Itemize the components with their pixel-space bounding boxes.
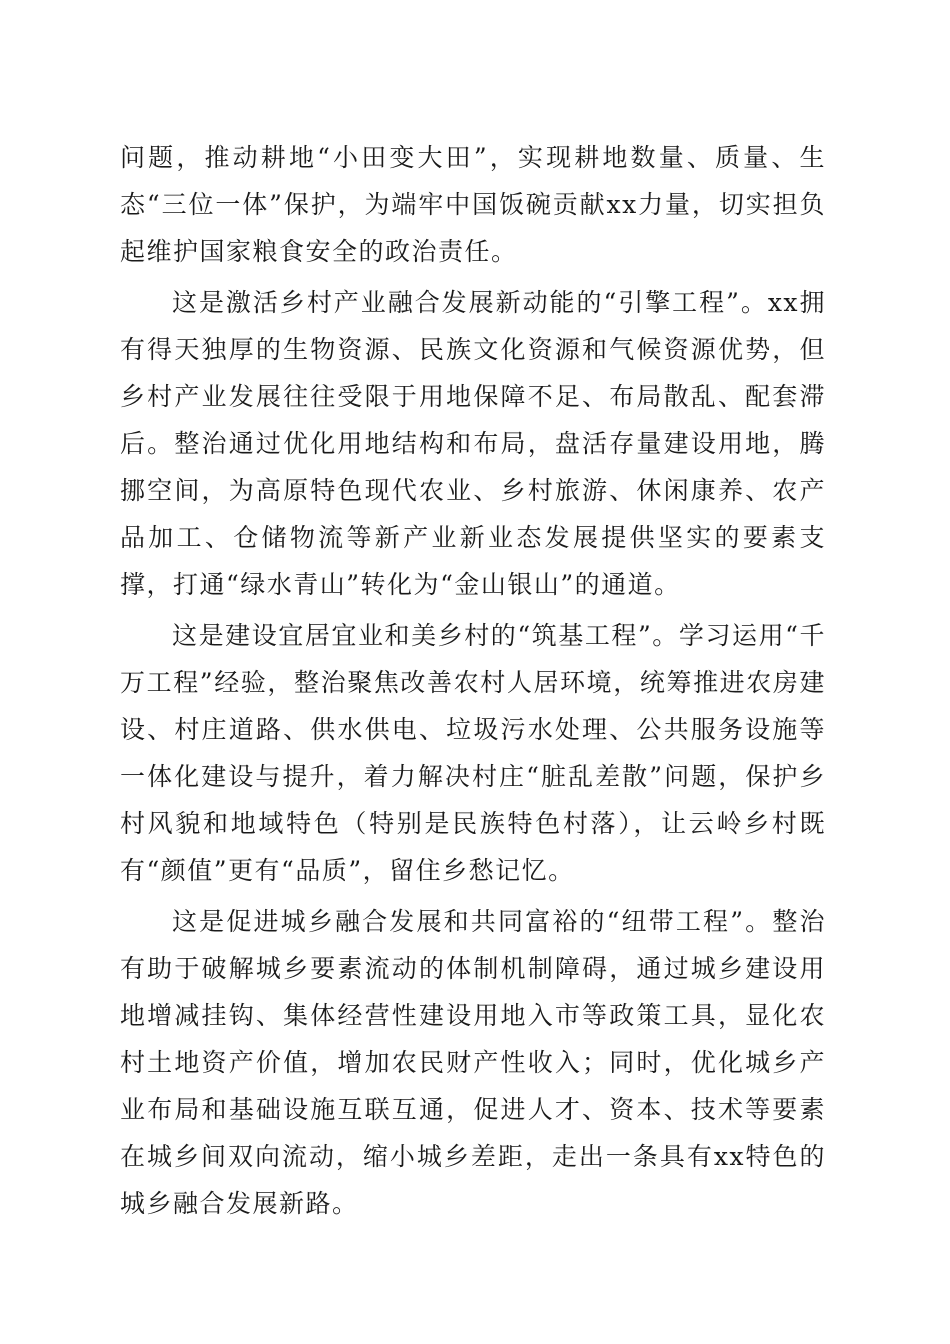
paragraph-bond-project: 这是促进城乡融合发展和共同富裕的“纽带工程”。整治有助于破解城乡要素流动的体制机制障碍，通过城乡建设用地增减挂钩、集体经营性建设用地入市等政策工具，显化农村土地资产价值，增加农民财产性收入；同时，优化城乡产业布局和基础设施互联互通，促进人才、资本、技术等要素在城乡间双向流动，缩小城乡差距，走出一条具有xx特色的城乡融合发展新路。 [120, 907, 826, 1218]
document-body [120, 134, 826, 1231]
paragraph-continuation: 问题，推动耕地“小田变大田”，实现耕地数量、质量、生态“三位一体”保护，为端牢中国饭碗贡献xx力量，切实担负起维护国家粮食安全的政治责任。 [120, 143, 826, 266]
paragraph-engine-project: 这是激活乡村产业融合发展新动能的“引擎工程”。xx拥有得天独厚的生物资源、民族文化资源和气候资源优势，但乡村产业发展往往受限于用地保障不足、布局散乱、配套滞后。整治通过优化用地结构和布局，盘活存量建设用地，腾挪空间，为高原特色现代农业、乡村旅游、休闲康养、农产品加工、仓储物流等新产业新业态发展提供坚实的要素支撑，打通“绿水青山”转化为“金山银山”的通道。 [120, 288, 826, 599]
paragraph-foundation-project: 这是建设宜居宜业和美乡村的“筑基工程”。学习运用“千万工程”经验，整治聚焦改善农村人居环境，统筹推进农房建设、村庄道路、供水供电、垃圾污水处理、公共服务设施等一体化建设与提升，着力解决村庄“脏乱差散”问题，保护乡村风貌和地域特色（特别是民族特色村落），让云岭乡村既有“颜值”更有“品质”，留住乡愁记忆。 [120, 621, 826, 885]
